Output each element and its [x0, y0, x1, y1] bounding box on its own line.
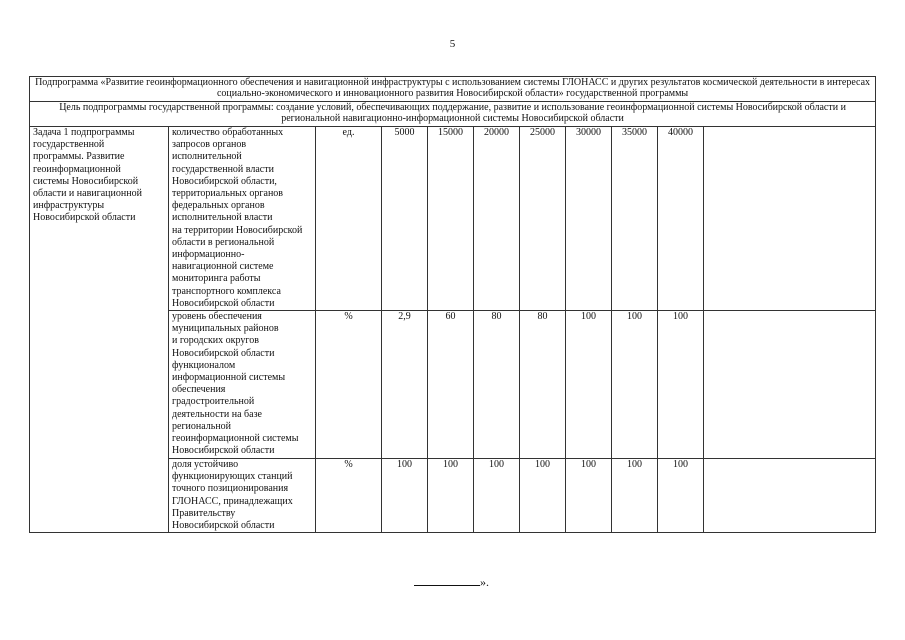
value-cell: 80 [474, 311, 520, 459]
note-cell [704, 459, 876, 533]
note-cell [704, 127, 876, 311]
value-cell: 100 [382, 459, 428, 533]
value-cell: 30000 [566, 127, 612, 311]
value-cell: 40000 [658, 127, 704, 311]
table-row [30, 127, 876, 311]
value-cell: 100 [428, 459, 474, 533]
unit-cell: % [316, 459, 382, 533]
value-cell: 35000 [612, 127, 658, 311]
subprogram-row [30, 77, 876, 102]
value-cell: 20000 [474, 127, 520, 311]
value-cell: 100 [566, 311, 612, 459]
signature-line [414, 574, 480, 586]
unit-cell: ед. [316, 127, 382, 311]
task-label: Задача 1 подпрограммы государственной программы. Развитие геоинформационной системы Новосибирской области и навигационной инфраструктуры Новосибирской области [30, 127, 169, 533]
note-cell [704, 311, 876, 459]
indicator-name: количество обработанных запросов органов исполнительной государственной власти Новосибирской области, территориальных органов федеральных органов исполнительной власти на территории Новосибирской области в региональной информационно- навигационной системе мониторинга работы транспортного комплекса Новосибирской области [169, 127, 316, 311]
indicator-name: доля устойчиво функционирующих станций точного позиционирования ГЛОНАСС, принадлежащих Правительству Новосибирской области [169, 459, 316, 533]
closing-quote: ». [480, 575, 489, 589]
subprogram-title: Подпрограмма «Развитие геоинформационного обеспечения и навигационной инфраструктуры с использованием системы ГЛОНАСС и других результатов космической деятельности в интересах социально-экономического и инновационного развития Новосибирской области» государственной программы [30, 77, 876, 102]
value-cell: 100 [612, 311, 658, 459]
page-number: 5 [449, 38, 456, 50]
indicators-table [29, 76, 876, 533]
value-cell: 100 [658, 311, 704, 459]
value-cell: 100 [658, 459, 704, 533]
value-cell: 2,9 [382, 311, 428, 459]
value-cell: 15000 [428, 127, 474, 311]
value-cell: 5000 [382, 127, 428, 311]
unit-cell: % [316, 311, 382, 459]
value-cell: 100 [520, 459, 566, 533]
value-cell: 100 [566, 459, 612, 533]
value-cell: 100 [474, 459, 520, 533]
subprogram-goal: Цель подпрограммы государственной программы: создание условий, обеспечивающих поддержание, развитие и использование геоинформационной системы Новосибирской области и региональной навигационно-информационной системы Новосибирской области [30, 102, 876, 127]
value-cell: 100 [612, 459, 658, 533]
goal-row [30, 102, 876, 127]
closing-mark [414, 574, 489, 590]
value-cell: 25000 [520, 127, 566, 311]
indicator-name: уровень обеспечения муниципальных районов и городских округов Новосибирской области функционалом информационной системы обеспечения градостроительной деятельности на базе региональной геоинформационной системы Новосибирской области [169, 311, 316, 459]
value-cell: 80 [520, 311, 566, 459]
value-cell: 60 [428, 311, 474, 459]
